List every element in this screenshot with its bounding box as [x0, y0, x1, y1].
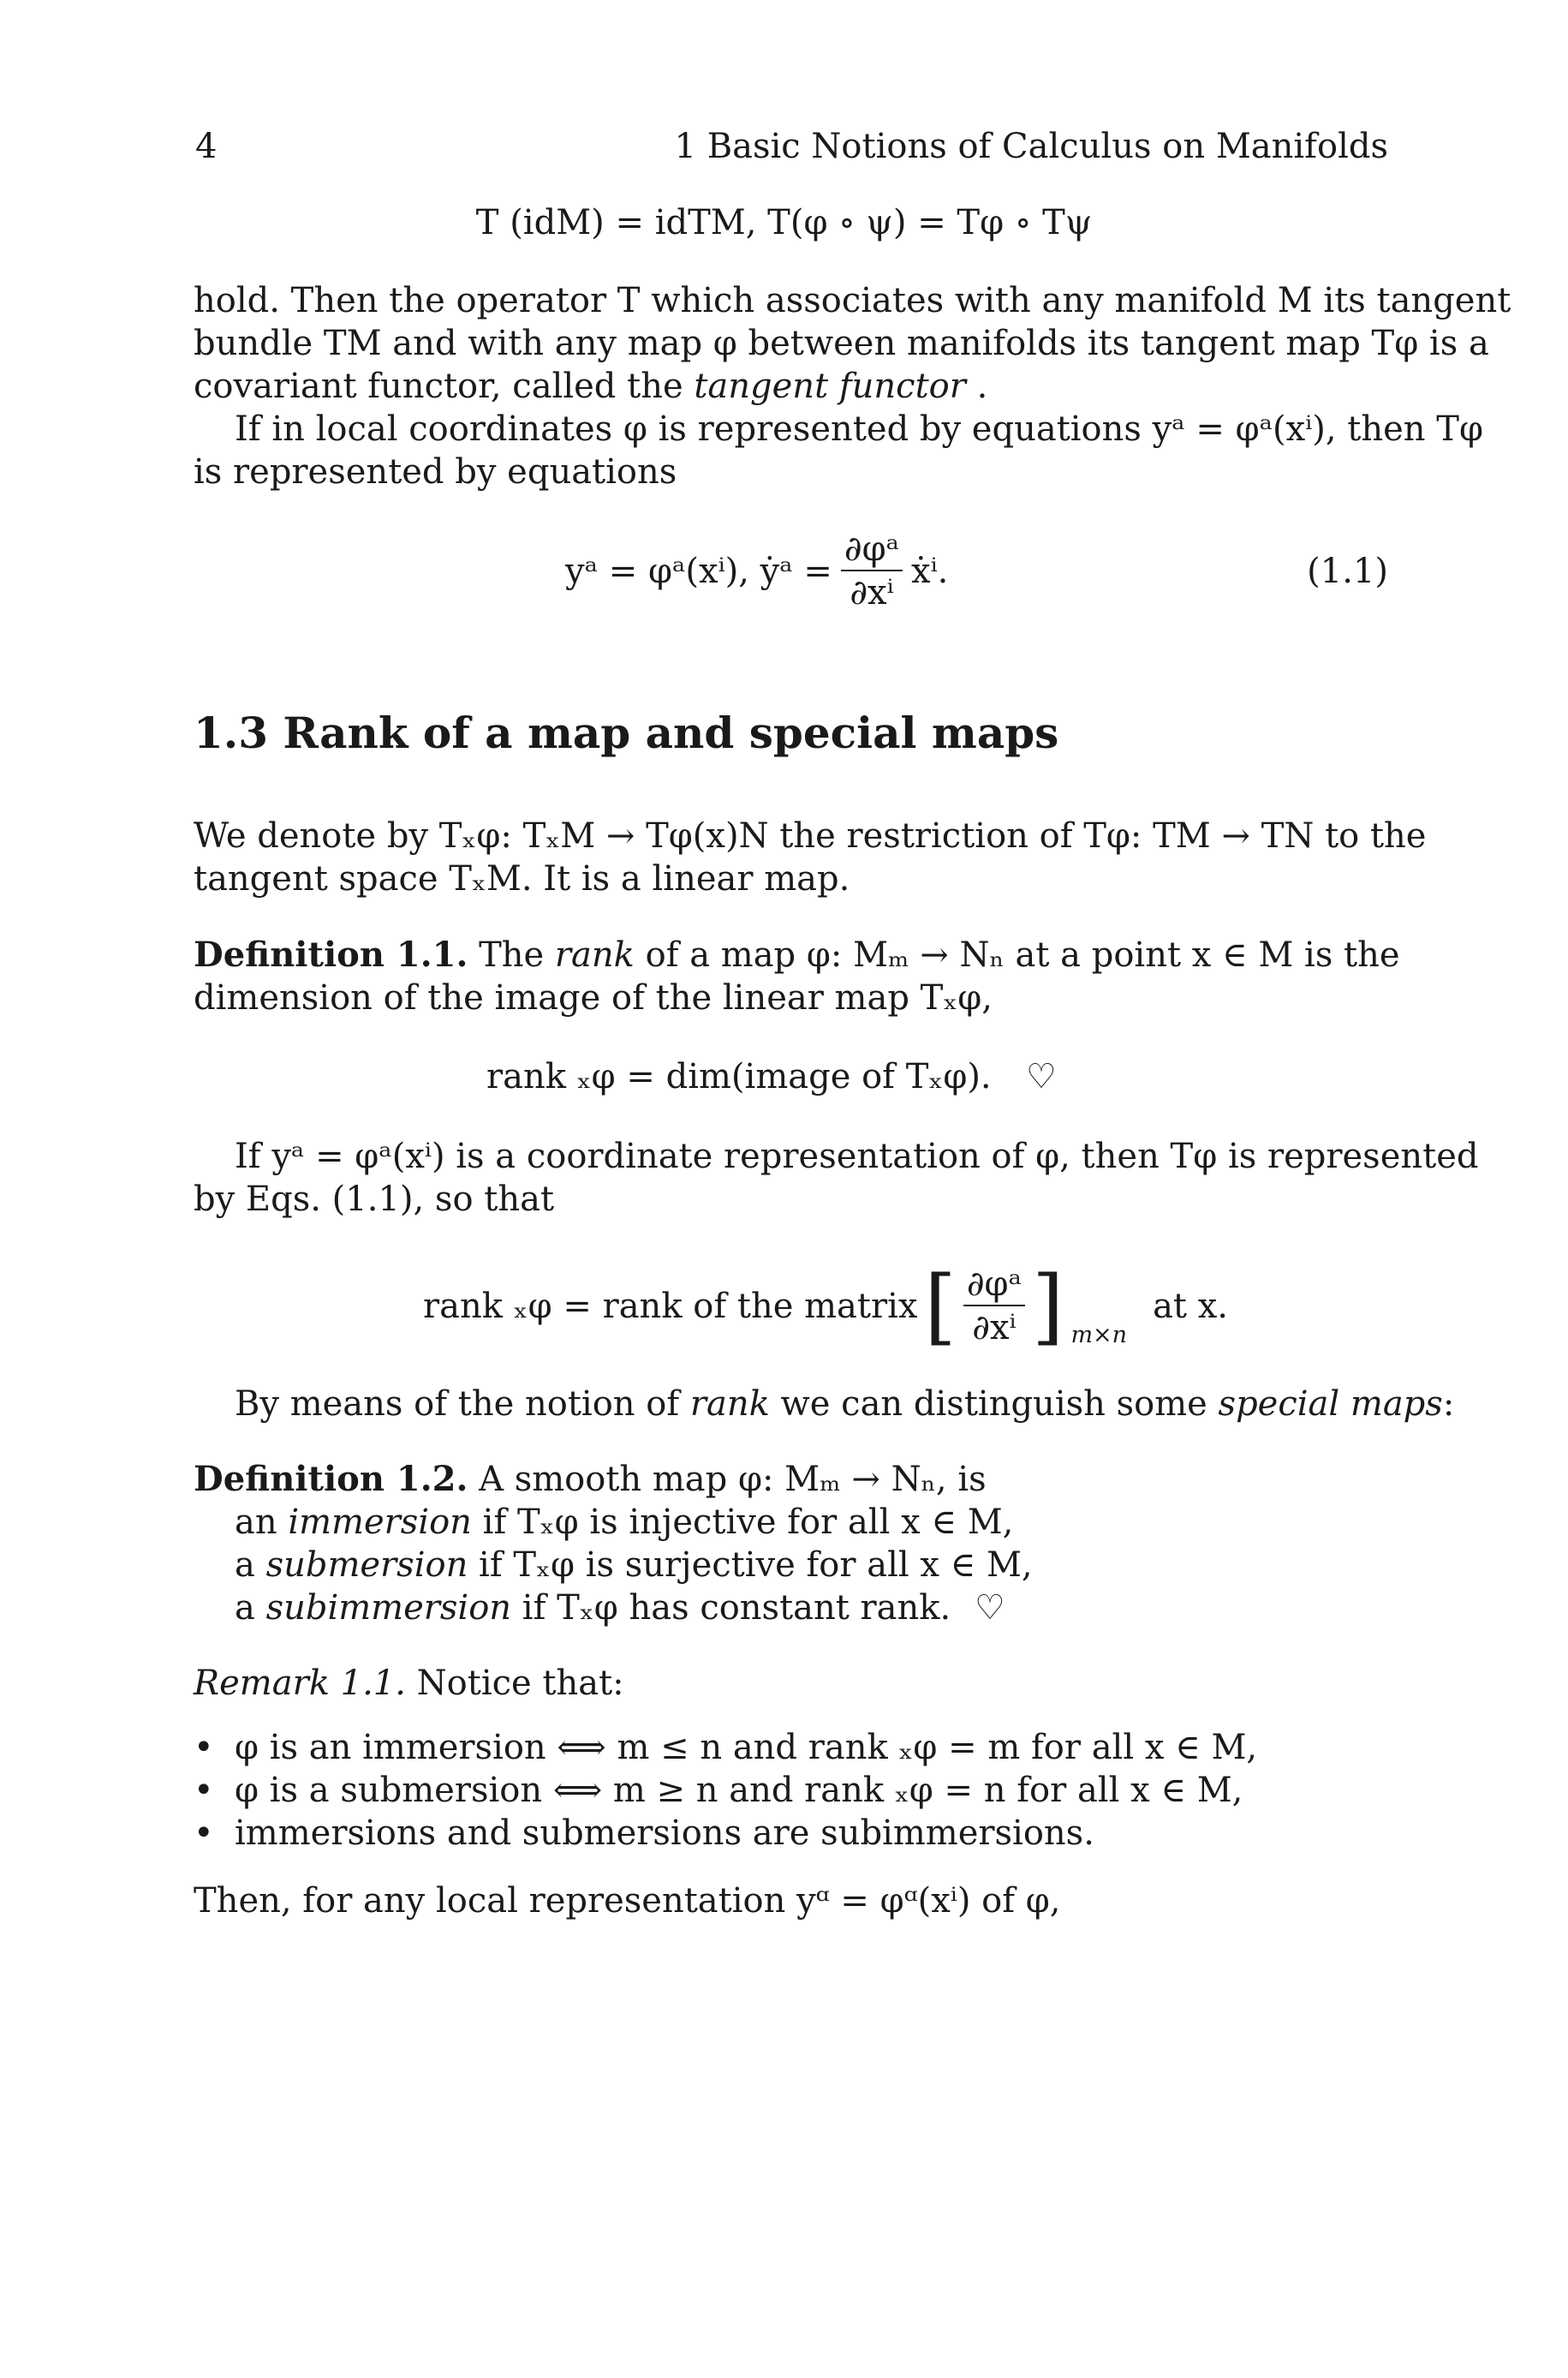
- para4-line2: by Eqs. (1.1), so that: [194, 1180, 555, 1219]
- para3-line2: tangent space TₓM. It is a linear map.: [194, 859, 850, 899]
- matrix-dimension-subscript: m×n: [1070, 1322, 1128, 1348]
- functor-equation: T (idM) = idTM, T(φ ∘ ψ) = Tφ ∘ Tψ: [475, 203, 1093, 242]
- definition-item-subimmersion: a subimmersion if Tₓφ has constant rank.: [235, 1588, 951, 1628]
- bullet-mark: •: [194, 1728, 214, 1767]
- equation-1-1: yᵃ = φᵃ(xⁱ), ẏᵃ = $\frac{\text{∂φᵃ}}{\text{∂xⁱ}}$ ẋⁱ.: [565, 529, 949, 612]
- para2-line1: If in local coordinates φ is represented by equations yᵃ = φᵃ(xⁱ), then Tφ: [235, 409, 1483, 449]
- remark-heading: Remark 1.1. Notice that:: [194, 1664, 624, 1703]
- bullet-mark: •: [194, 1813, 214, 1853]
- para5: By means of the notion of rank we can distinguish some special maps:: [235, 1384, 1455, 1424]
- remark-bullet-item: φ is an immersion ⟺ m ≤ n and rank ₓφ = m for all x ∈ M,: [235, 1728, 1258, 1767]
- right-bracket: ]: [1032, 1258, 1064, 1354]
- rank-matrix-equation: rank ₓφ = rank of the matrix [ $\frac{\text{∂φᵃ}}{\text{∂xⁱ}}$ ] m×n at x.: [423, 1251, 1228, 1362]
- end-of-definition-mark: ♡: [1026, 1057, 1057, 1096]
- para1-line2: bundle TM and with any map φ between manifolds its tangent map Tφ is a: [194, 324, 1489, 363]
- remark-bullet-item: immersions and submersions are subimmersions.: [235, 1813, 1094, 1853]
- definition-1-1-line1: Definition 1.1. The rank of a map φ: Mₘ → Nₙ at a point x ∈ M is the: [194, 935, 1400, 975]
- end-of-definition-mark: ♡: [975, 1588, 1005, 1628]
- running-title: 1 Basic Notions of Calculus on Manifolds: [674, 127, 1388, 166]
- definition-label: Definition 1.2.: [194, 1459, 468, 1499]
- remark-label: Remark 1.1.: [194, 1664, 406, 1703]
- para3-line1: We denote by Tₓφ: TₓM → Tφ(x)N the restriction of Tφ: TM → TN to the: [194, 816, 1427, 856]
- emphasis-tangent-functor: tangent functor: [694, 367, 966, 406]
- closing-line: Then, for any local representation yᵅ = φᵅ(xⁱ) of φ,: [194, 1881, 1061, 1921]
- para4-line1: If yᵃ = φᵃ(xⁱ) is a coordinate representation of φ, then Tφ is represented: [235, 1137, 1479, 1176]
- para1-line3: covariant functor, called the tangent functor .: [194, 367, 988, 406]
- partial-fraction: $\frac{\text{∂φᵃ}}{\text{∂xⁱ}}$: [841, 529, 903, 614]
- remark-bullet-item: φ is a submersion ⟺ m ≥ n and rank ₓφ = n for all x ∈ M,: [235, 1771, 1243, 1810]
- para2-line2: is represented by equations: [194, 452, 677, 492]
- para1-line1: hold. Then the operator T which associates with any manifold M its tangent: [194, 281, 1511, 320]
- definition-item-immersion: an immersion if Tₓφ is injective for all x ∈ M,: [235, 1503, 1014, 1542]
- rank-definition-equation: rank ₓφ = dim(image of Tₓφ).: [486, 1057, 992, 1096]
- jacobian-fraction: $\frac{\text{∂φᵃ}}{\text{∂xⁱ}}$: [963, 1264, 1025, 1349]
- definition-1-1-line2: dimension of the image of the linear map Tₓφ,: [194, 978, 993, 1018]
- equation-number: (1.1): [1307, 552, 1388, 591]
- definition-label: Definition 1.1.: [194, 935, 468, 975]
- definition-item-submersion: a submersion if Tₓφ is surjective for all x ∈ M,: [235, 1545, 1033, 1585]
- section-heading: 1.3 Rank of a map and special maps: [194, 708, 1059, 758]
- left-bracket: [: [924, 1258, 957, 1354]
- page-number: 4: [195, 127, 218, 166]
- bullet-mark: •: [194, 1771, 214, 1810]
- definition-1-2-intro: Definition 1.2. A smooth map φ: Mₘ → Nₙ, is: [194, 1459, 987, 1499]
